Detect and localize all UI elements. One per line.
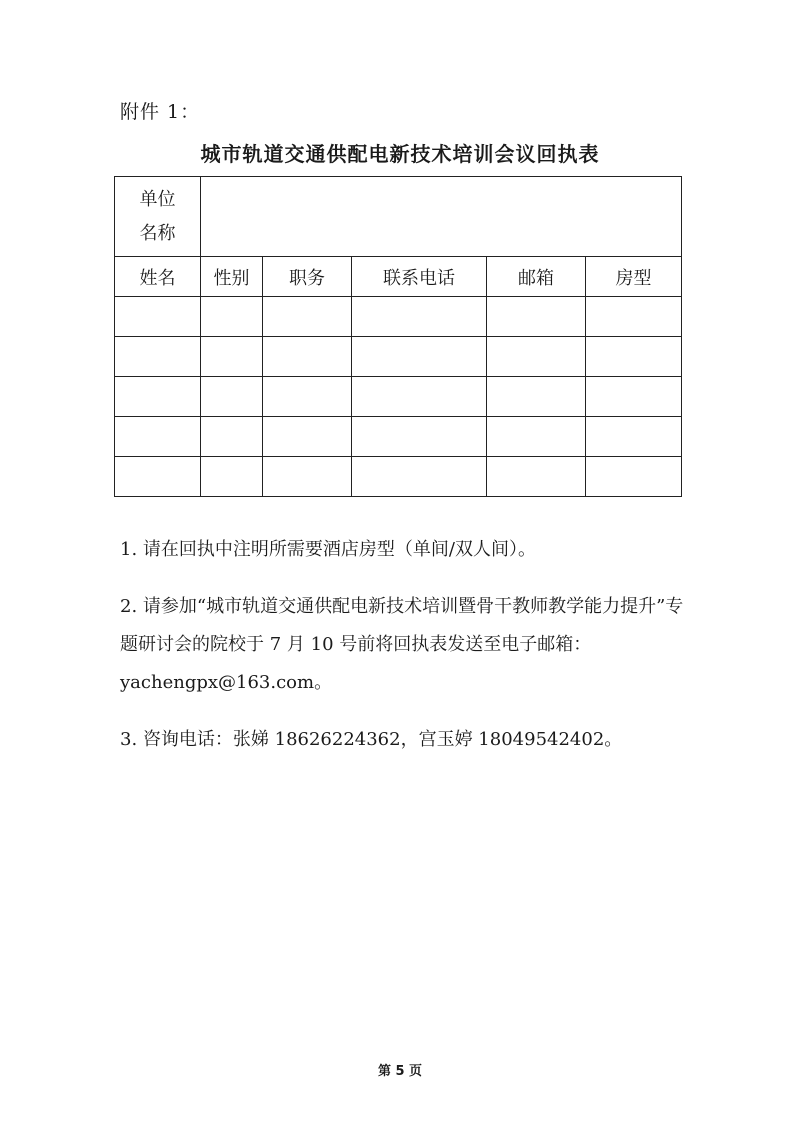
attachment-label: 附件 1： <box>120 101 201 123</box>
note-item-3: 3. 咨询电话：张娣 18626224362，宫玉婷 18049542402。 <box>120 729 623 750</box>
table-cell[interactable] <box>487 377 586 417</box>
table-cell[interactable] <box>201 377 263 417</box>
table-cell[interactable] <box>115 297 201 337</box>
table-row <box>115 457 682 497</box>
table-cell[interactable] <box>263 377 352 417</box>
table-cell[interactable] <box>263 337 352 377</box>
table-cell[interactable] <box>115 337 201 377</box>
table-cell[interactable] <box>115 457 201 497</box>
table-row <box>115 377 682 417</box>
table-cell[interactable] <box>352 417 487 457</box>
table-cell[interactable] <box>487 417 586 457</box>
table-header-row <box>115 257 682 297</box>
table-row <box>115 337 682 377</box>
header-position: 职务 <box>263 257 352 297</box>
org-label-line2: 名称 <box>139 222 176 244</box>
table-cell[interactable] <box>352 457 487 497</box>
header-phone: 联系电话 <box>352 257 487 297</box>
org-value-cell[interactable] <box>201 177 682 257</box>
table-cell[interactable] <box>201 297 263 337</box>
org-row <box>115 177 682 257</box>
table-cell[interactable] <box>201 457 263 497</box>
notes-section <box>120 531 690 778</box>
table-cell[interactable] <box>115 377 201 417</box>
table-row <box>115 417 682 457</box>
table-cell[interactable] <box>201 417 263 457</box>
org-label-line1: 单位 <box>139 188 176 210</box>
table-cell[interactable] <box>586 417 682 457</box>
table-row <box>115 297 682 337</box>
header-email: 邮箱 <box>487 257 586 297</box>
table-cell[interactable] <box>263 417 352 457</box>
table-cell[interactable] <box>586 337 682 377</box>
header-room-type: 房型 <box>586 257 682 297</box>
header-gender: 性别 <box>201 257 263 297</box>
table-cell[interactable] <box>487 457 586 497</box>
org-label-cell <box>115 177 201 257</box>
table-cell[interactable] <box>263 297 352 337</box>
note-item-2: 2. 请参加“城市轨道交通供配电新技术培训暨骨干教师教学能力提升”专题研讨会的院校于 7 月 10 号前将回执表发送至电子邮箱：yachengpx@163.com。 <box>120 596 684 693</box>
table-cell[interactable] <box>201 337 263 377</box>
document-title: 城市轨道交通供配电新技术培训会议回执表 <box>200 142 600 166</box>
table-cell[interactable] <box>352 377 487 417</box>
table-cell[interactable] <box>586 457 682 497</box>
table-cell[interactable] <box>352 337 487 377</box>
table-cell[interactable] <box>115 417 201 457</box>
table-cell[interactable] <box>263 457 352 497</box>
header-name: 姓名 <box>115 257 201 297</box>
page-number: 第 5 页 <box>377 1064 423 1079</box>
table-cell[interactable] <box>352 297 487 337</box>
receipt-table <box>114 176 682 497</box>
table-cell[interactable] <box>586 297 682 337</box>
note-item-1: 1. 请在回执中注明所需要酒店房型（单间/双人间）。 <box>120 539 536 560</box>
table-cell[interactable] <box>487 337 586 377</box>
table-cell[interactable] <box>487 297 586 337</box>
table-cell[interactable] <box>586 377 682 417</box>
